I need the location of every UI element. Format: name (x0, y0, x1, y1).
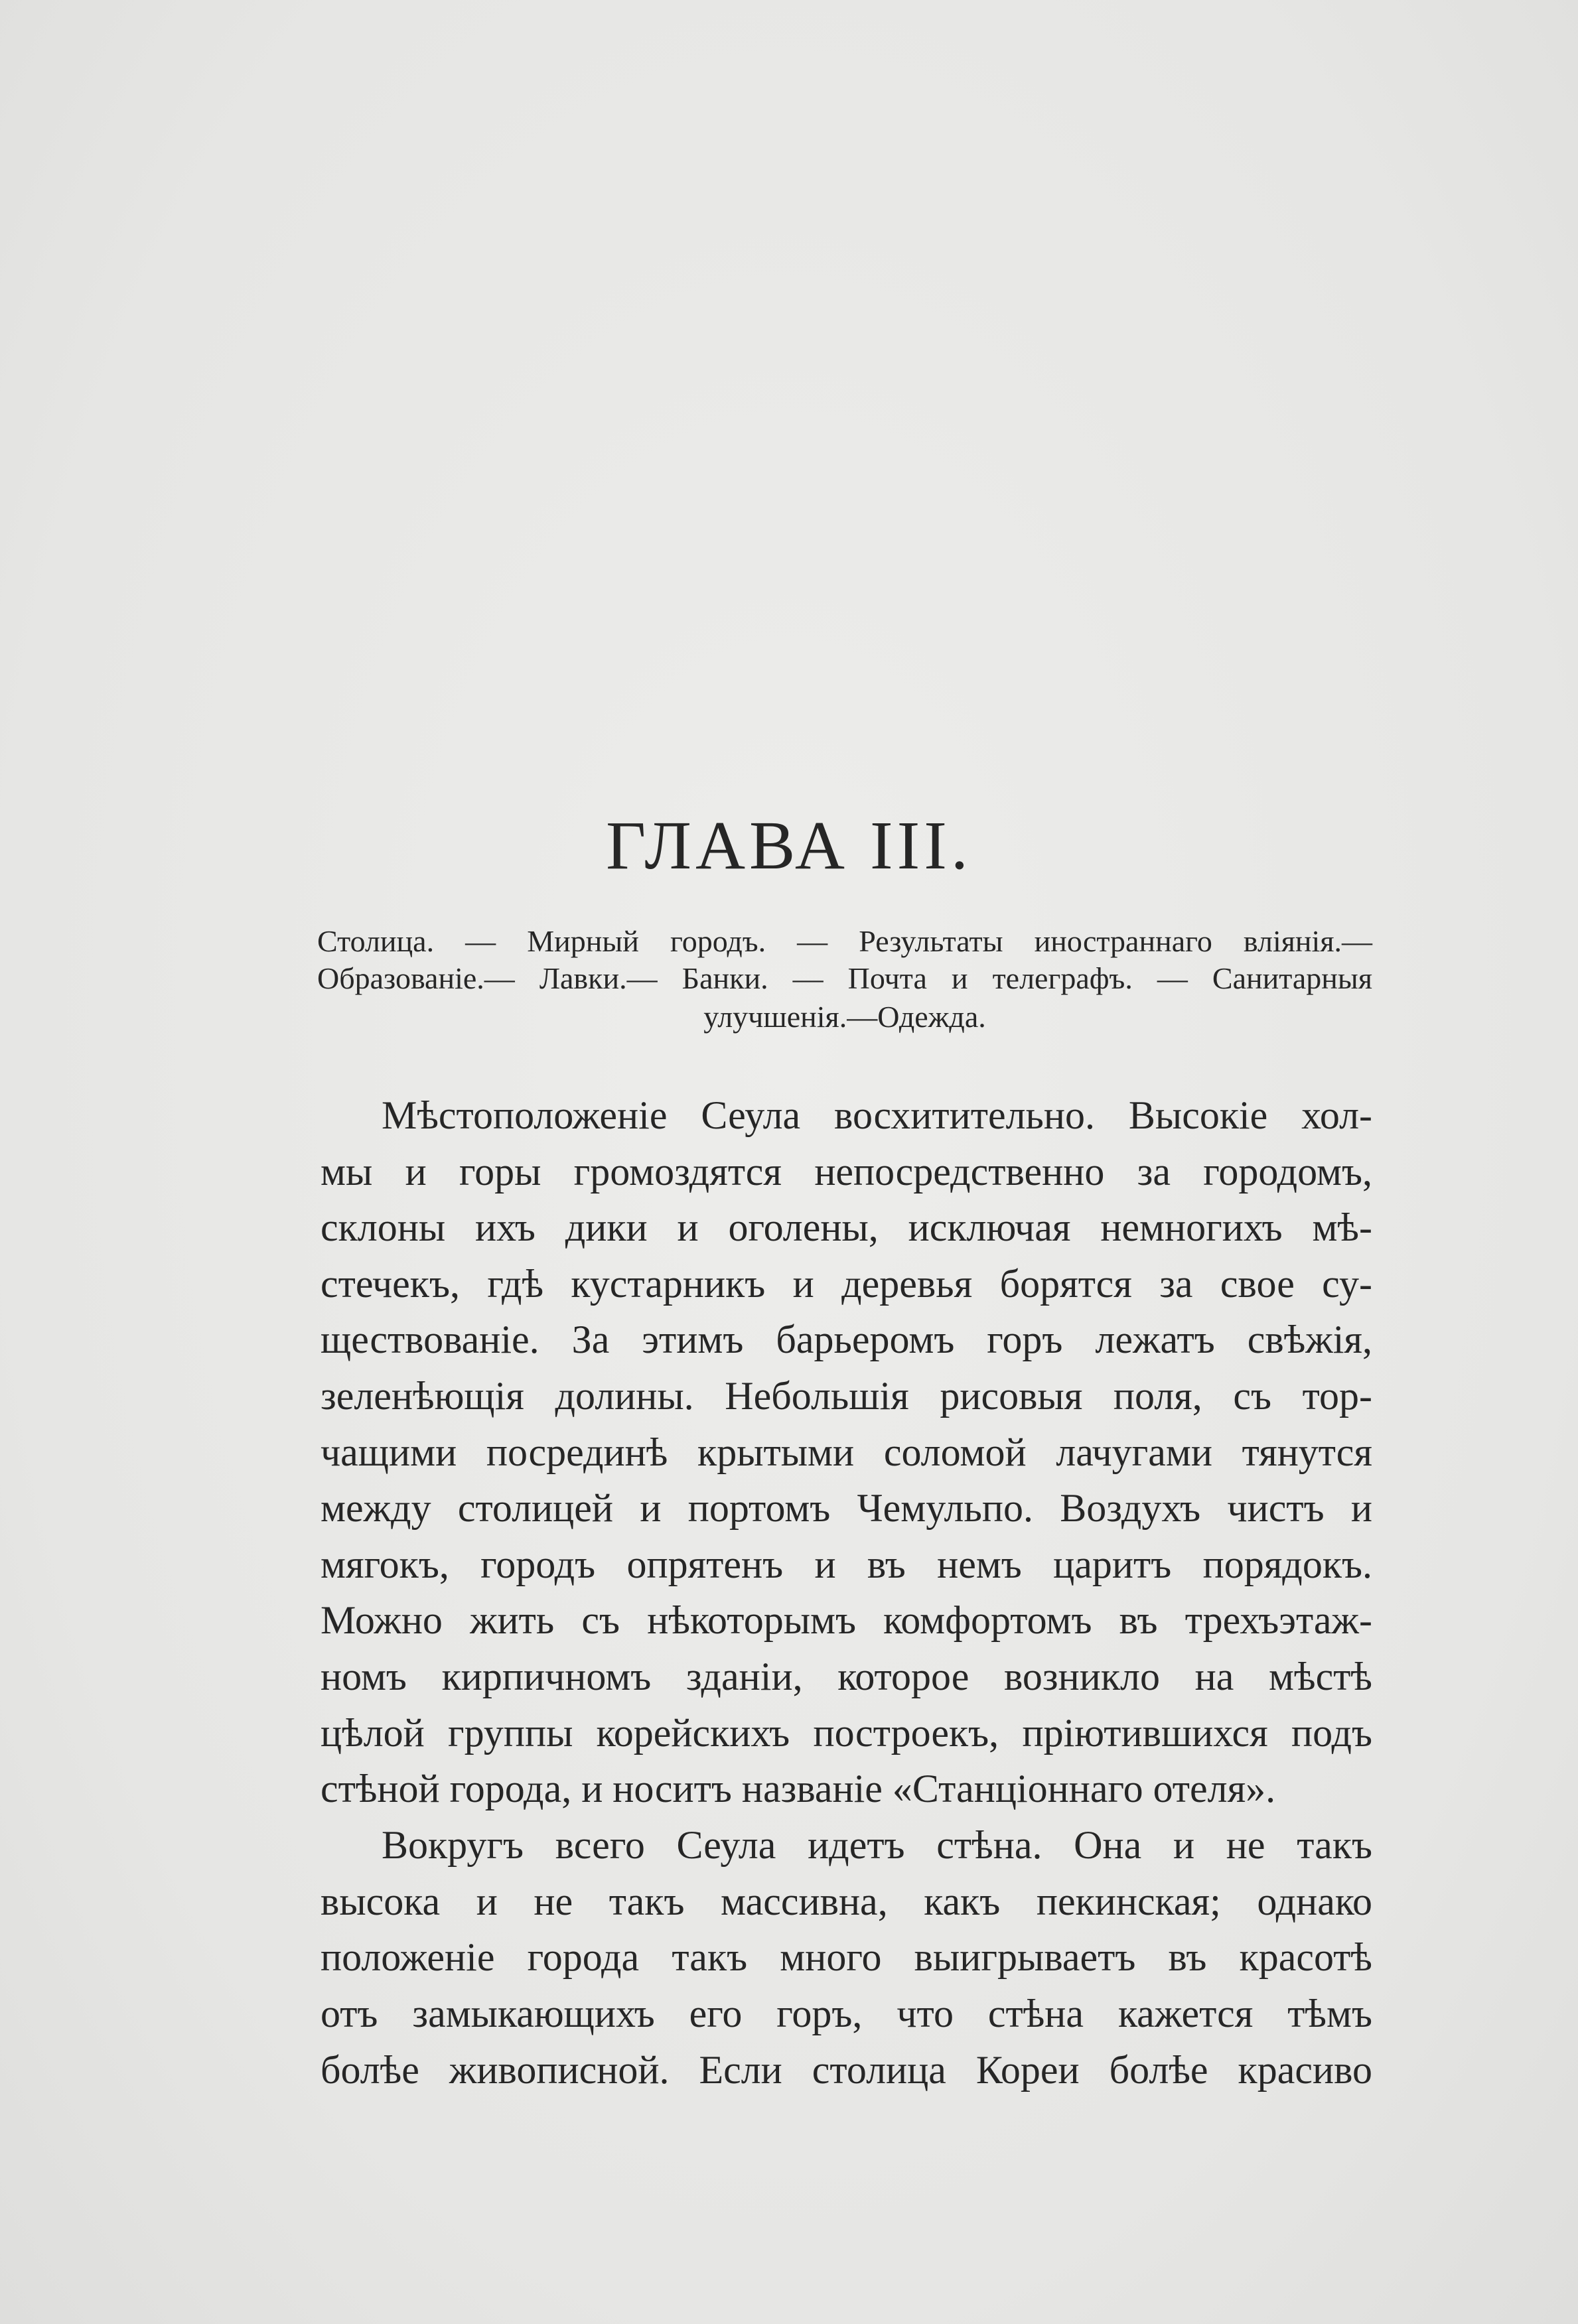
body-line: высока и не такъ массивна, какъ пекинская; однако (321, 1880, 1372, 1923)
body-line: мягокъ, городъ опрятенъ и въ немъ царитъ порядокъ. (321, 1542, 1372, 1586)
body-line: Можно жить съ нѣкоторымъ комфортомъ въ трехъэтаж- (321, 1598, 1372, 1642)
body-line: стѣной города, и носитъ названіе «Станціоннаго отеля». (321, 1767, 1276, 1811)
body-line: положеніе города такъ много выигрываетъ въ красотѣ (321, 1935, 1372, 1979)
chapter-summary-line: Столица. — Мирный городъ. — Результаты иностраннаго вліянія.— (317, 924, 1372, 958)
body-line: номъ кирпичномъ зданіи, которое возникло на мѣстѣ (321, 1655, 1372, 1698)
chapter-summary-line: улучшенія.—Одежда. (703, 1000, 986, 1034)
body-line: стечекъ, гдѣ кустарникъ и деревья борятся за свое су- (321, 1262, 1372, 1306)
body-line: болѣе живописной. Если столица Кореи болѣе красиво (321, 2048, 1372, 2092)
body-line: чащими посрединѣ крытыми соломой лачугами тянутся (321, 1430, 1372, 1474)
body-line: Вокругъ всего Сеула идетъ стѣна. Она и не такъ (382, 1823, 1372, 1867)
chapter-title: ГЛАВА III. (606, 807, 972, 884)
chapter-summary-line: Образованіе.— Лавки.— Банки. — Почта и телеграфъ. — Санитарныя (317, 961, 1372, 995)
body-line: между столицей и портомъ Чемульпо. Воздухъ чистъ и (321, 1486, 1372, 1530)
body-line: склоны ихъ дики и оголены, исключая немногихъ мѣ- (321, 1205, 1372, 1249)
body-line: ществованіе. За этимъ барьеромъ горъ лежатъ свѣжія, (321, 1318, 1372, 1361)
body-line: цѣлой группы корейскихъ построекъ, пріютившихся подъ (321, 1711, 1372, 1755)
body-line: отъ замыкающихъ его горъ, что стѣна кажется тѣмъ (321, 1992, 1372, 2035)
body-line: зеленѣющія долины. Небольшія рисовыя поля, съ тор- (321, 1374, 1372, 1418)
body-line: мы и горы громоздятся непосредственно за городомъ, (321, 1150, 1372, 1194)
body-line: Мѣстоположеніе Сеула восхитительно. Высокіе хол- (382, 1093, 1372, 1137)
